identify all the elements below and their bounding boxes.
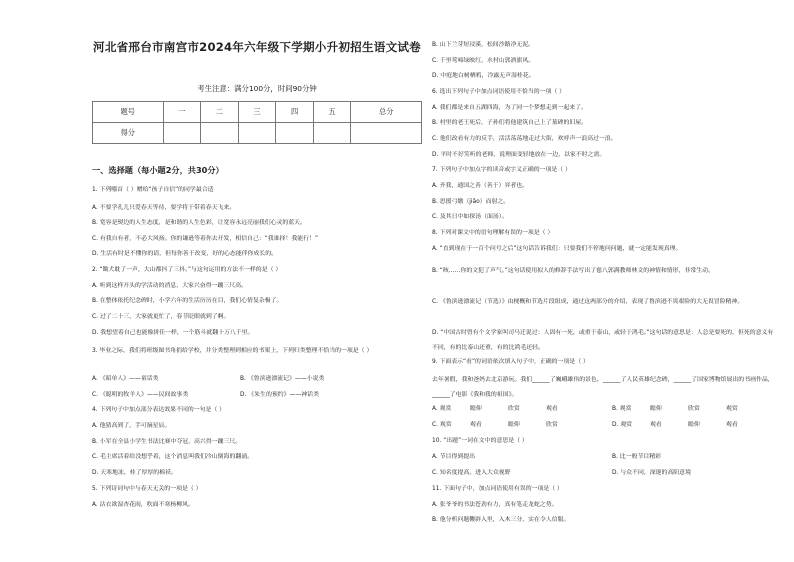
question-line: 7. 下列句子中加点字的读音或字义正确的一项是（ ） bbox=[432, 167, 571, 173]
score-header-cell: 题号 bbox=[93, 102, 164, 123]
option-line: B. 他分析问题鞭辟入里，入木三分，实在令人信服。 bbox=[432, 517, 570, 523]
option-line: C. 《鲁滨逊漂流记（节选）》由梗概和节选片段组成，通过这两部分的介绍，表现了鲁滨逊不畏艰险的大无畏冒险精神。 bbox=[432, 299, 744, 305]
option-line: C. 知名度提高，进入大众视野 bbox=[432, 470, 511, 476]
q9-word: 欣赏 bbox=[546, 422, 558, 428]
exam-note: 考生注意：满分100分，时间90分钟 bbox=[197, 84, 317, 93]
option-line: A. 节目得到提出 bbox=[432, 454, 476, 460]
question-line: 9. 下面表示“看”的词语依次填入句子中，正确的一项是（ ） bbox=[432, 359, 589, 365]
section-heading: 一、选择题（每小题2分，共30分） bbox=[92, 165, 224, 175]
exam-title: 河北省邢台市南宫市2024年六年级下学期小升初招生语文试卷 bbox=[93, 40, 421, 54]
q9-option-c bbox=[432, 421, 584, 430]
question-line: A. 他猜高到了，手可摘星辰。 bbox=[92, 423, 171, 429]
option-line: A. 齐我，通国之善（善于）弈者也。 bbox=[432, 183, 529, 189]
question-line: B. 小军在全县小学生书法比赛中夺冠，高兴得一蹦三尺。 bbox=[92, 439, 242, 445]
score-cell bbox=[201, 123, 239, 144]
option-line: B. 山下兰芽短浸溪，松间沙路净无泥。 bbox=[432, 42, 535, 48]
question-line: 5. 下列诗词句中与春天无关的一项是（ ） bbox=[92, 486, 202, 492]
question-line: C. 过了二十三，大家就更忙了，春节眨眼就到了啊。 bbox=[92, 314, 230, 320]
q9-option-a bbox=[432, 405, 584, 414]
option-line: A. 张爷爷的书法苍劲有力，真有笔走龙蛇之势。 bbox=[432, 502, 558, 508]
q9-word: B. 观赏 bbox=[612, 406, 632, 412]
option-line: B. 村里的老王死后，子孙们将他建筑自己上了墓碑的旧屋。 bbox=[432, 120, 588, 126]
score-cell bbox=[238, 123, 276, 144]
question-line: 10. “出题”一词在文中的意思是（ ） bbox=[432, 438, 528, 444]
question-line: D. 我想望着自己也能像拼佳一样，一个筋斗就翻十万八千里。 bbox=[92, 330, 254, 336]
option-line: D. 《朱生的预约》——神话类 bbox=[240, 392, 319, 398]
question-line: A. 不要学孔儿只爱春天等待，要学将于带着春天飞来。 bbox=[92, 205, 236, 211]
q9-word: 观赏 bbox=[726, 406, 738, 412]
option-line: B. 《鲁滨逊漂流记》——小说类 bbox=[240, 376, 325, 382]
score-header-cell: 一 bbox=[163, 102, 201, 123]
question-line: C. 毛主席活着给没想乎着，这个消息叫我们冷山倒海的翻涌。 bbox=[92, 454, 254, 460]
option-line: B. “咳……你的文犯了声气。”这句话使用拟人的修辞手法写出了慈八郭满教师林文的神情和情形，非常生动。 bbox=[432, 268, 714, 274]
option-line: D. “中国古时曾有个文学家叫司马迁说过：人固有一死，或重于泰山，或轻于鸿毛。”这句话的意思是：人总是要死的，但死的意义有不同，有的比泰山还重，有的比鸿毛还轻。 bbox=[432, 330, 774, 351]
question-line: 1. 下列哪首（ ）赠给“孩子自信”的同学最合适 bbox=[92, 187, 214, 193]
question-line: 4. 下列句子中加点部分表达效果不同的一句是（ ） bbox=[92, 407, 226, 413]
q9-option-b bbox=[612, 405, 764, 414]
score-table bbox=[92, 101, 422, 144]
option-line: D. 与众不同，深邃的高阳意境 bbox=[612, 470, 691, 476]
option-line: C. 《聪明的牧羊人》——民间故事类 bbox=[92, 392, 189, 398]
q9-word: 观看 bbox=[546, 406, 558, 412]
option-line: D. 平时不好笑听的老师，说理面变轻地放在一边，以家不时之需。 bbox=[432, 152, 606, 158]
score-header-cell: 五 bbox=[313, 102, 351, 123]
option-line: B. 思援弓缴（jiǎo）而射之。 bbox=[432, 199, 510, 205]
option-line: B. 比一般节目精彩 bbox=[612, 454, 662, 460]
score-cell bbox=[351, 123, 422, 144]
option-line: D. 中庭地白树栖鸦，冷露无声湿桂花。 bbox=[432, 73, 535, 79]
question-line: 6. 选出下列句子中加点词语使用不恰当的一项（ ） bbox=[432, 89, 566, 95]
option-line: C. 及其日中如探汤（面汤）。 bbox=[432, 214, 508, 220]
question-line: 2. “锄犬耽了一声，大山都抖了三抖。”与这句运用的方法不一样的是（ ） bbox=[92, 267, 282, 273]
score-header-cell: 四 bbox=[276, 102, 314, 123]
q9-word: D. 观赏 bbox=[612, 422, 633, 428]
score-header-cell: 总分 bbox=[351, 102, 422, 123]
question-line: D. 生活有时是不懂你的请，但每你善于改变，好的心态能伴你成长的。 bbox=[92, 251, 277, 257]
q9-option-d bbox=[612, 421, 764, 430]
option-line: C. 千里莺啼绿映红，水村山郭酒旗风。 bbox=[432, 58, 535, 64]
q9-word: 欣赏 bbox=[688, 406, 700, 412]
question-line: 8. 下列对课文中的语句理解有误的一项是（ ） bbox=[432, 230, 554, 236]
score-row bbox=[93, 123, 422, 144]
question-line: 11. 下面句子中，加点词语使用有误的一项是（ ） bbox=[432, 486, 563, 492]
question-line: D. 天寒地冻，桂了厚厚的棉袄。 bbox=[92, 470, 177, 476]
q9-word: 瞻仰 bbox=[650, 406, 662, 412]
question-line: B. 宽容是熨边的人生态度，是和谐的人生色彩，让宽容永远亮丽我们心灵的蓝天。 bbox=[92, 220, 306, 226]
q9-word: C. 观赏 bbox=[432, 422, 452, 428]
q9-word: 观看 bbox=[726, 422, 738, 428]
option-line: A. “直到现在于一百个问号之后”这句话告诉我们：只要我们不停地问问题，就一定能发现真理。 bbox=[432, 246, 682, 252]
score-header-cell: 三 bbox=[238, 102, 276, 123]
q9-word: 观看 bbox=[470, 422, 482, 428]
question-line: A. 沾衣欲湿杏花雨，吹面不寒杨柳风。 bbox=[92, 502, 194, 508]
question-line: 去年暑假，我和爸妈去北京游玩。我们______了巍峨雄伟的景色，______了人民英雄纪念碑，______了国家博物馆展出的书画作品，______了电影《我和我的祖国》。 bbox=[432, 377, 774, 398]
option-line: A. 我们都是来自五湖四海，为了同一个梦想走到一起来了。 bbox=[432, 105, 587, 111]
score-cell bbox=[313, 123, 351, 144]
q9-word: 瞻仰 bbox=[688, 422, 700, 428]
score-cell bbox=[276, 123, 314, 144]
q9-word: A. 观赏 bbox=[432, 406, 452, 412]
question-line: C. 有我自有者，不必大风扬。你的谦逊等着你去开发，相信自己：“我谁择！我能行！” bbox=[92, 236, 319, 242]
score-header-cell: 二 bbox=[201, 102, 239, 123]
q9-word: 瞻仰 bbox=[508, 422, 520, 428]
q9-word: 瞻仰 bbox=[470, 406, 482, 412]
option-line: C. 他们改看有力的反手，活活荡荡地走过大街，欢呼声一浪高过一浪。 bbox=[432, 136, 617, 142]
score-header-row bbox=[93, 102, 422, 123]
question-line: 3. 毕业之际，我们将班级图书角捐给学校，并分类整理到相应的书架上，下列归类整理不恰当的一项是（ ） bbox=[92, 348, 373, 354]
option-line: A. 《昭单人》——童话类 bbox=[92, 376, 159, 382]
score-cell bbox=[163, 123, 201, 144]
question-line: B. 在整体依托纪念碑时，小学六年的生活历历在目，我们心情复杂极了。 bbox=[92, 298, 283, 304]
q9-word: 欣赏 bbox=[508, 406, 520, 412]
q9-word: 观看 bbox=[650, 422, 662, 428]
score-row-label: 得分 bbox=[93, 123, 164, 144]
question-line: A. 听到这样开头的学活动的消息，大家兴奋得一蹦三尺高。 bbox=[92, 283, 247, 289]
